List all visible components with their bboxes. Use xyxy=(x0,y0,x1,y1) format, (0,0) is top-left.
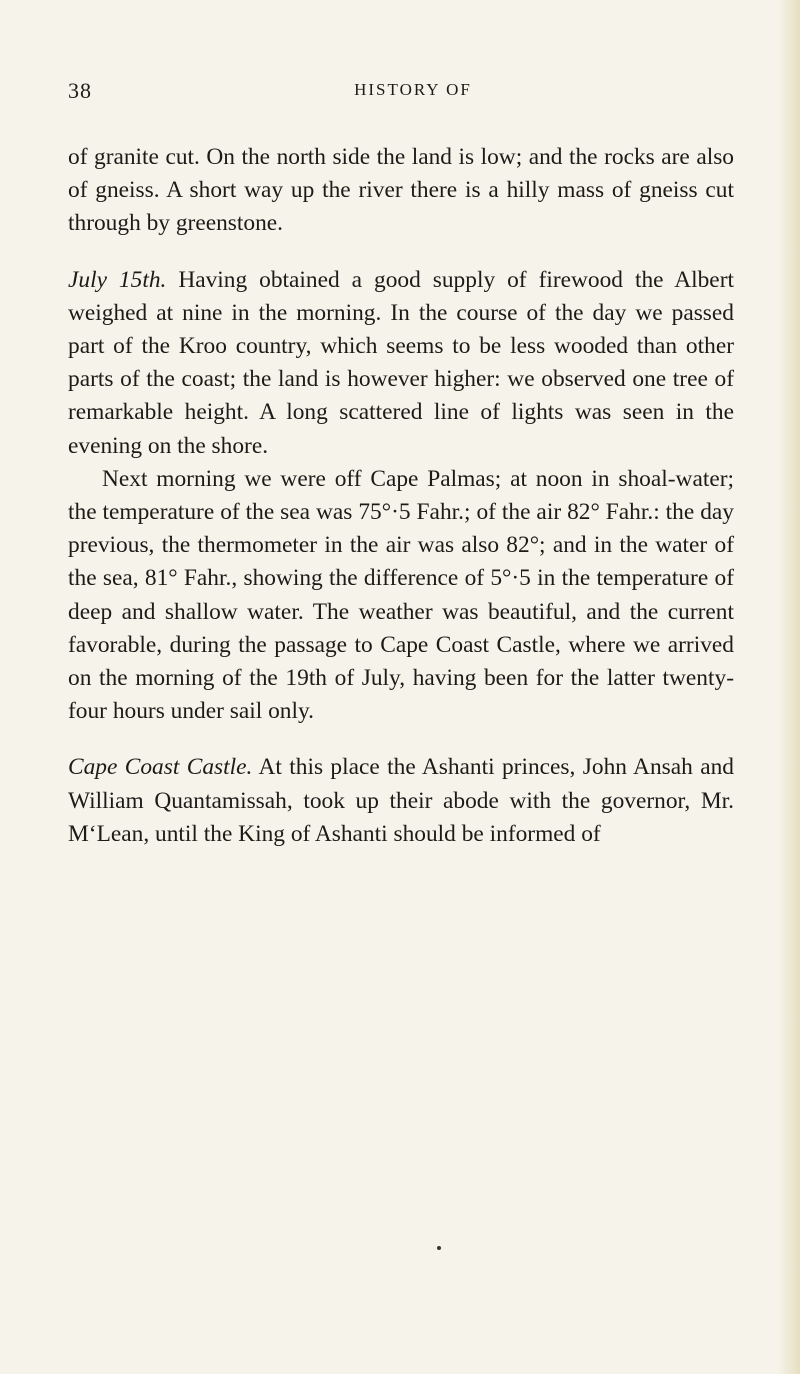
paragraph-4-place-heading: Cape Coast Castle. xyxy=(68,754,253,781)
paragraph-4 xyxy=(68,751,734,851)
paragraph-3 xyxy=(68,463,734,729)
paragraph-1 xyxy=(68,141,734,241)
paragraph-2 xyxy=(68,264,734,463)
paragraph-2-date-heading: July 15th. xyxy=(68,266,167,293)
paragraph-1-text: of granite cut. On the north side the land is low; and the rocks are also of gneiss. A short way up the river there is a hilly mass of gneiss cut through by greenstone. xyxy=(68,144,734,237)
body-text xyxy=(68,141,734,851)
page-edge-shadow xyxy=(778,0,800,1374)
running-head: HISTORY OF xyxy=(354,80,472,99)
page-number: 38 xyxy=(68,78,92,103)
page-header xyxy=(68,78,728,114)
paragraph-2-text: Having obtained a good supply of firewood the Albert weighed at nine in the morning. In the course of the day we passed part of the Kroo country, which seems to be less wooded than other parts of the coast; the land is however higher: we observed one tree of remarkable height. A long scattered line of lights was seen in the evening on the shore. xyxy=(68,266,734,459)
paragraph-4-text: At this place the Ashanti princes, John Ansah and William Quantamissah, took up their abode with the governor, Mr. M‘Lean, until the King of Ashanti should be informed of xyxy=(68,754,734,847)
paragraph-3-text: Next morning we were off Cape Palmas; at noon in shoal-water; the temperature of the sea was 75°·5 Fahr.; of the air 82° Fahr.: the day previous, the thermometer in the air was also 82°; and in the water of the sea, 81° Fahr., showing the difference of 5°·5 in the temperature of deep and shallow water. The weather was beautiful, and the current favorable, during the passage to Cape Coast Castle, where we arrived on the morning of the 19th of July, having been for the latter twenty-four hours under sail only. xyxy=(68,465,734,725)
print-speck xyxy=(437,1246,441,1250)
